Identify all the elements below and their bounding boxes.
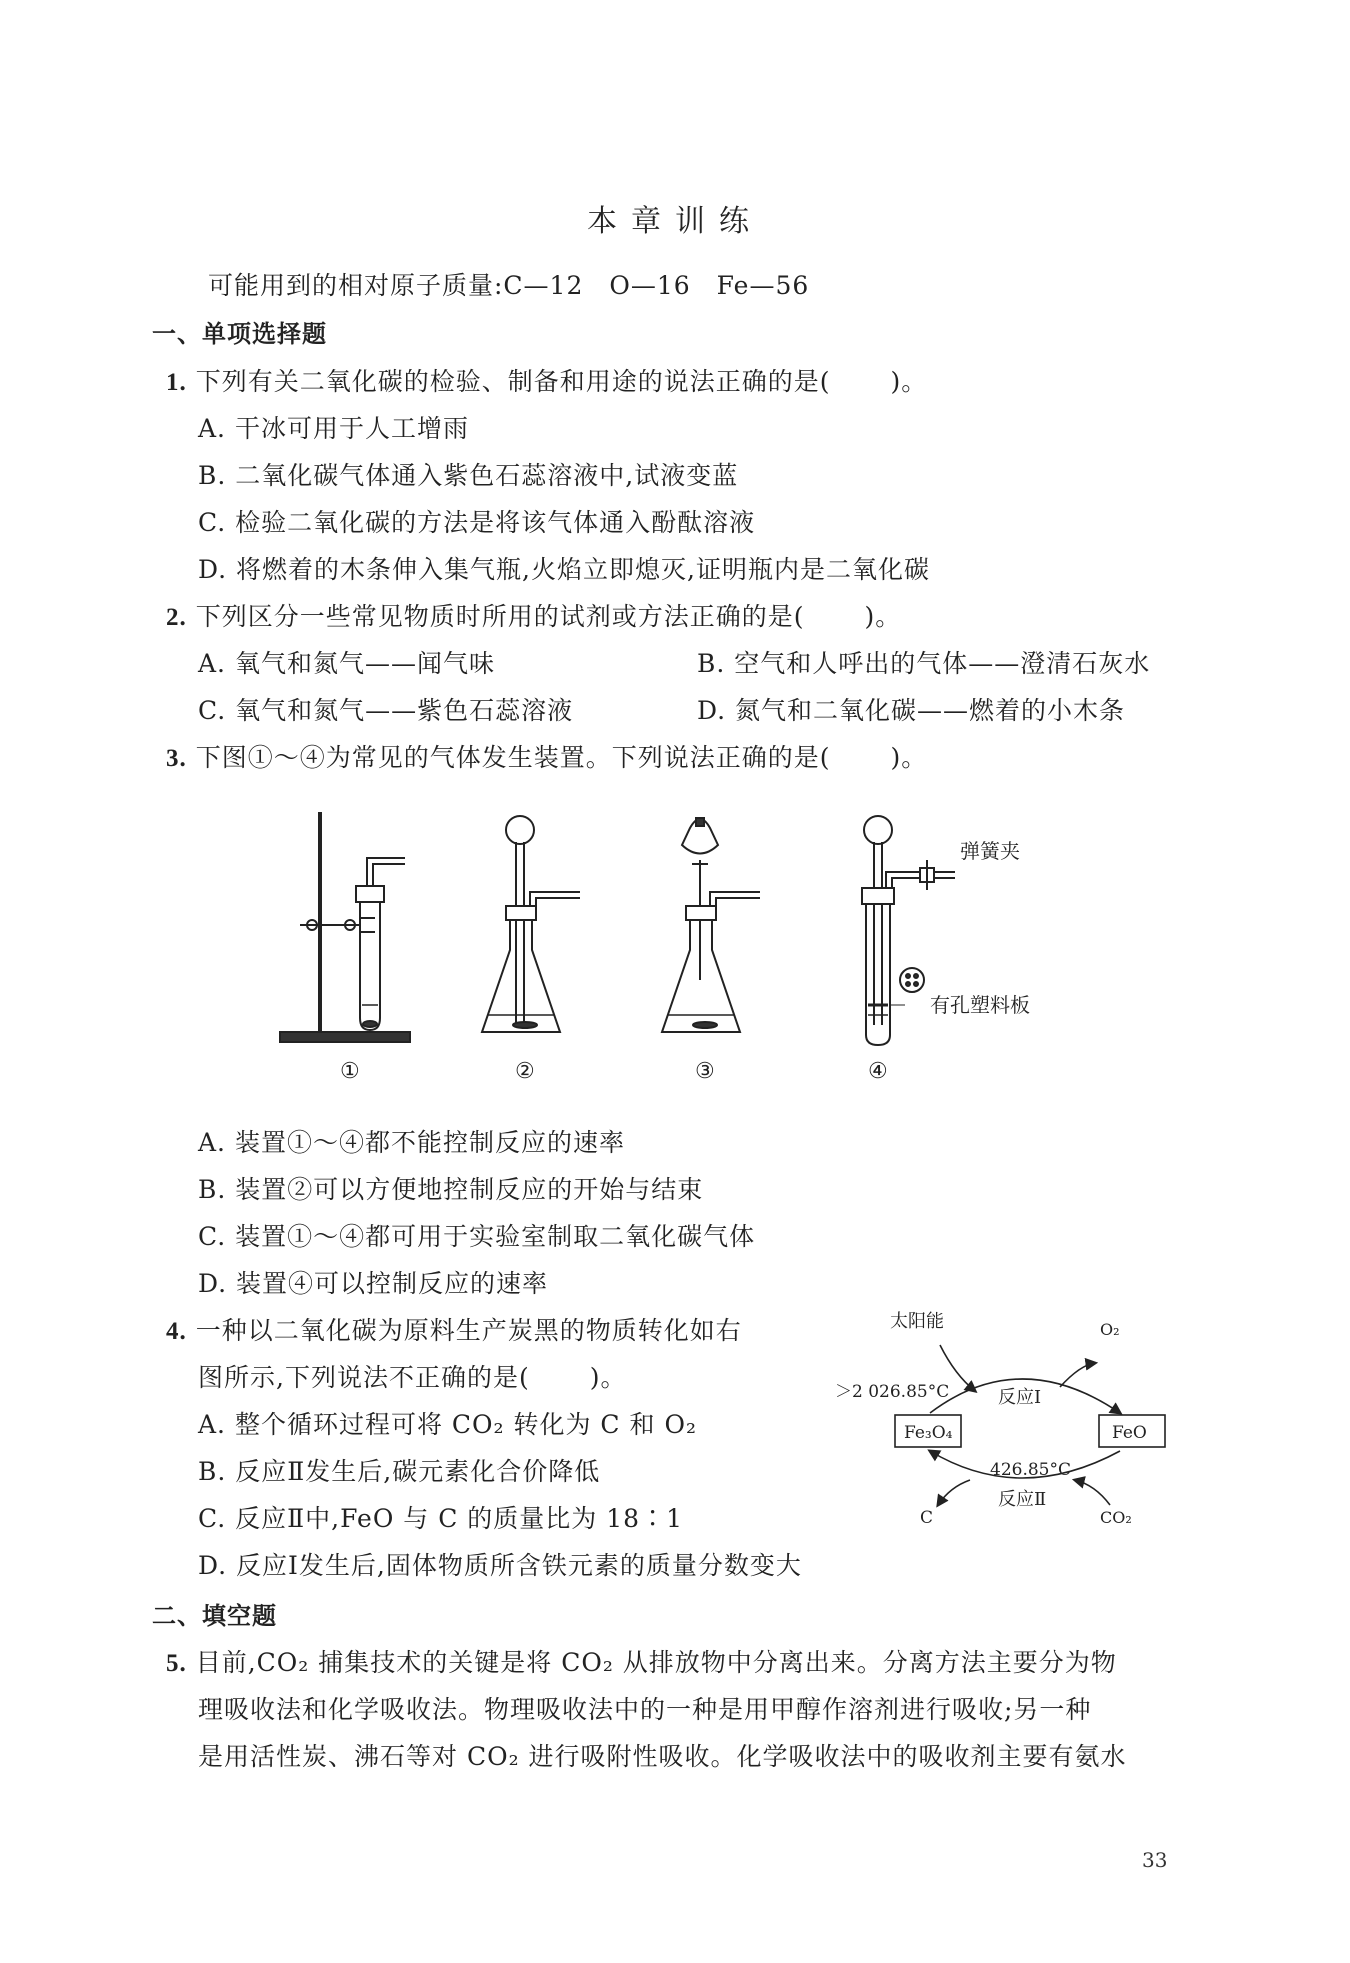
- q2-option-c: C. 氧气和氮气——紫色石蕊溶液: [198, 696, 574, 725]
- q4-option-d: D. 反应Ⅰ发生后,固体物质所含铁元素的质量分数变大: [198, 1551, 802, 1580]
- fe3o4-label: Fe₃O₄: [904, 1423, 953, 1443]
- question-text: 下图①～④为常见的气体发生装置。下列说法正确的是(: [195, 743, 831, 772]
- atomic-mass-note: 可能用到的相对原子质量:C—12 O—16 Fe—56: [208, 271, 810, 300]
- question-4-stem-line1: [166, 1315, 742, 1348]
- question-text-end: )。: [864, 602, 902, 631]
- question-text: 图所示,下列说法不正确的是(: [198, 1363, 530, 1392]
- question-1-stem: [166, 366, 927, 399]
- reaction-2-label: 反应Ⅱ: [998, 1489, 1047, 1510]
- question-text-end: )。: [589, 1363, 627, 1392]
- q3-option-b: B. 装置②可以方便地控制反应的开始与结束: [198, 1175, 704, 1204]
- apparatus-label-1: ①: [340, 1059, 360, 1084]
- q1-option-a: A. 干冰可用于人工增雨: [198, 414, 469, 443]
- co2-arrow: [1075, 1480, 1110, 1505]
- q1-option-d: D. 将燃着的木条伸入集气瓶,火焰立即熄灭,证明瓶内是二氧化碳: [198, 555, 930, 584]
- apparatus-label-2: ②: [515, 1059, 535, 1084]
- carbon-label: C: [920, 1508, 934, 1528]
- q3-option-c: C. 装置①～④都可用于实验室制取二氧化碳气体: [198, 1222, 756, 1251]
- question-5-line2: 理吸收法和化学吸收法。物理吸收法中的一种是用甲醇作溶剂进行吸收;另一种: [198, 1695, 1092, 1724]
- carbon-cycle-diagram: [820, 1305, 1180, 1545]
- question-2-stem: [166, 601, 901, 634]
- question-text: 目前,CO₂ 捕集技术的关键是将 CO₂ 从排放物中分离出来。分离方法主要分为物: [195, 1648, 1117, 1677]
- question-text: 一种以二氧化碳为原料生产炭黑的物质转化如右: [195, 1316, 742, 1345]
- apparatus-3-flask: [662, 818, 760, 1032]
- temperature-1-label: ＞2 026.85°C: [835, 1382, 950, 1402]
- question-number: 2.: [166, 604, 187, 631]
- question-3-stem: [166, 742, 927, 775]
- gas-apparatus-figure: [270, 800, 1050, 1090]
- apparatus-label-3: ③: [695, 1059, 715, 1084]
- q2-option-d: D. 氮气和二氧化碳——燃着的小木条: [697, 696, 1126, 725]
- q3-option-d: D. 装置④可以控制反应的速率: [198, 1269, 549, 1298]
- question-text: 下列区分一些常见物质时所用的试剂或方法正确的是(: [195, 602, 805, 631]
- spring-clip-label: 弹簧夹: [960, 839, 1020, 863]
- question-number: 3.: [166, 745, 187, 772]
- q4-option-a: A. 整个循环过程可将 CO₂ 转化为 C 和 O₂: [198, 1410, 697, 1439]
- o2-arrow: [1060, 1363, 1095, 1387]
- question-4-stem-line2: [198, 1362, 626, 1394]
- o2-label: O₂: [1100, 1320, 1120, 1339]
- q1-option-c: C. 检验二氧化碳的方法是将该气体通入酚酞溶液: [198, 508, 756, 537]
- page-title: 本章训练: [587, 204, 763, 239]
- q2-option-a: A. 氧气和氮气——闻气味: [198, 649, 495, 678]
- question-number: 4.: [166, 1318, 187, 1345]
- question-text-end: )。: [890, 367, 928, 396]
- q4-option-c: C. 反应Ⅱ中,FeO 与 C 的质量比为 18∶1: [198, 1504, 683, 1533]
- question-5-line3: 是用活性炭、沸石等对 CO₂ 进行吸附性吸收。化学吸收法中的吸收剂主要有氨水: [198, 1742, 1127, 1771]
- c-arrow: [938, 1480, 970, 1505]
- q2-option-b: B. 空气和人呼出的气体——澄清石灰水: [697, 649, 1151, 678]
- plastic-plate-label: 有孔塑料板: [930, 993, 1030, 1017]
- question-text-end: )。: [890, 743, 928, 772]
- temperature-2-label: 426.85°C: [990, 1460, 1071, 1480]
- section-heading-choice: 一、单项选择题: [152, 320, 327, 348]
- question-text: 下列有关二氧化碳的检验、制备和用途的说法正确的是(: [195, 367, 831, 396]
- question-number: 5.: [166, 1650, 187, 1677]
- apparatus-2-flask: [482, 816, 580, 1032]
- solar-energy-label: 太阳能: [890, 1311, 944, 1332]
- apparatus-1-stand: [280, 812, 410, 1042]
- q4-option-b: B. 反应Ⅱ发生后,碳元素化合价降低: [198, 1457, 601, 1486]
- question-5-line1: [166, 1647, 1117, 1680]
- question-number: 1.: [166, 369, 187, 396]
- reaction-1-label: 反应Ⅰ: [998, 1387, 1042, 1408]
- co2-label: CO₂: [1100, 1508, 1132, 1527]
- page-number: 33: [1142, 1848, 1168, 1872]
- feo-label: FeO: [1112, 1423, 1147, 1443]
- q3-option-a: A. 装置①～④都不能控制反应的速率: [198, 1128, 625, 1157]
- q1-option-b: B. 二氧化碳气体通入紫色石蕊溶液中,试液变蓝: [198, 461, 739, 490]
- section-heading-fill: 二、填空题: [152, 1602, 277, 1630]
- apparatus-label-4: ④: [868, 1059, 888, 1084]
